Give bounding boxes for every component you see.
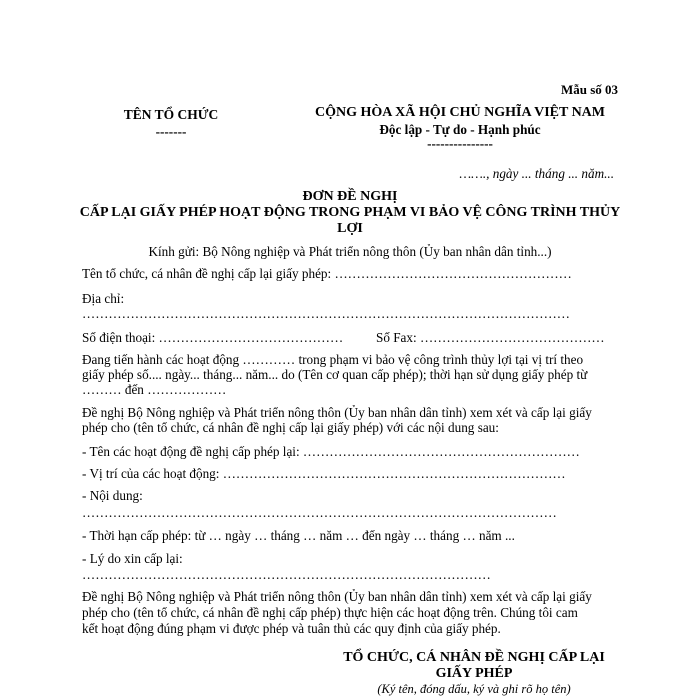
signature-note: (Ký tên, đóng dấu, ký và ghi rõ họ tên) (377, 682, 571, 696)
org-name: TÊN TỔ CHỨC (123, 107, 219, 122)
date-line: ……., ngày ... tháng ... năm... (459, 166, 614, 181)
form-number: Mẫu số 03 (560, 82, 618, 97)
content-label: - Nội dung: (82, 488, 143, 503)
commitment-line-1: Đề nghị Bộ Nông nghiệp và Phát triển nông thôn (Ủy ban nhân dân tỉnh) xem xét và cấp lại giấy (82, 589, 592, 604)
signature-title-1: TỔ CHỨC, CÁ NHÂN ĐỀ NGHỊ CẤP LẠI (343, 650, 605, 665)
motto-divider: --------------- (427, 136, 493, 151)
motto: Độc lập - Tự do - Hạnh phúc (379, 122, 541, 137)
request-line-2: phép cho (tên tổ chức, cá nhân đề nghị cấp lại giấy phép) với các nội dung sau: (82, 420, 499, 435)
reason-label: - Lý do xin cấp lại: (82, 551, 183, 566)
term-field: - Thời hạn cấp phép: từ … ngày … tháng … năm … đến ngày … tháng … năm ... (82, 528, 515, 543)
title-line-3: LỢI (337, 221, 363, 236)
title-line-2: CẤP LẠI GIẤY PHÉP HOẠT ĐỘNG TRONG PHẠM VI BẢO VỆ CÔNG TRÌNH THỦY (79, 205, 621, 220)
country-name: CỘNG HÒA XÃ HỘI CHỦ NGHĨA VIỆT NAM (314, 105, 605, 120)
request-line-1: Đề nghị Bộ Nông nghiệp và Phát triển nông thôn (Ủy ban nhân dân tỉnh) xem xét và cấp lại giấy (82, 405, 592, 420)
activity-line-2: giấy phép số.... ngày... tháng... năm... do (Tên cơ quan cấp phép); thời hạn sử dụng giấy phép từ (82, 367, 588, 382)
signature-title-2: GIẤY PHÉP (435, 666, 513, 681)
address-dots: ………………………………………………………………………………………………… (82, 306, 570, 321)
fax-field: Số Fax: …………………………………… (376, 330, 605, 345)
reason-dots: ………………………………………………………………………………… (82, 567, 491, 582)
commitment-line-3: kết hoạt động đúng phạm vi được phép và tuân thủ các quy định của giấy phép. (82, 621, 501, 636)
phone-field: Số điện thoại: …………………………………… (82, 330, 344, 345)
recipient: Kính gửi: Bộ Nông nghiệp và Phát triển nông thôn (Ủy ban nhân dân tỉnh...) (148, 244, 552, 259)
activity-line-1: Đang tiến hành các hoạt động ………… trong phạm vi bảo vệ công trình thủy lợi tại vị trí theo (82, 352, 584, 367)
address-label: Địa chỉ: (82, 291, 125, 306)
activity-line-3: ……… đến ……………… (82, 382, 227, 397)
title-line-1: ĐƠN ĐỀ NGHỊ (302, 189, 398, 204)
location-field: - Vị trí của các hoạt động: …………………………………………………………………… (82, 466, 566, 481)
applicant-field: Tên tổ chức, cá nhân đề nghị cấp lại giấy phép: ……………………………………………… (82, 266, 572, 281)
content-dots: ……………………………………………………………………………………………… (82, 505, 557, 520)
activity-name-field: - Tên các hoạt động đề nghị cấp phép lại: ……………………………………………………… (82, 444, 580, 459)
org-divider: ------- (155, 124, 187, 139)
commitment-line-2: phép cho (tên tổ chức, cá nhân đề nghị cấp phép) thực hiện các hoạt động trên. Chúng tôi cam (82, 605, 578, 620)
